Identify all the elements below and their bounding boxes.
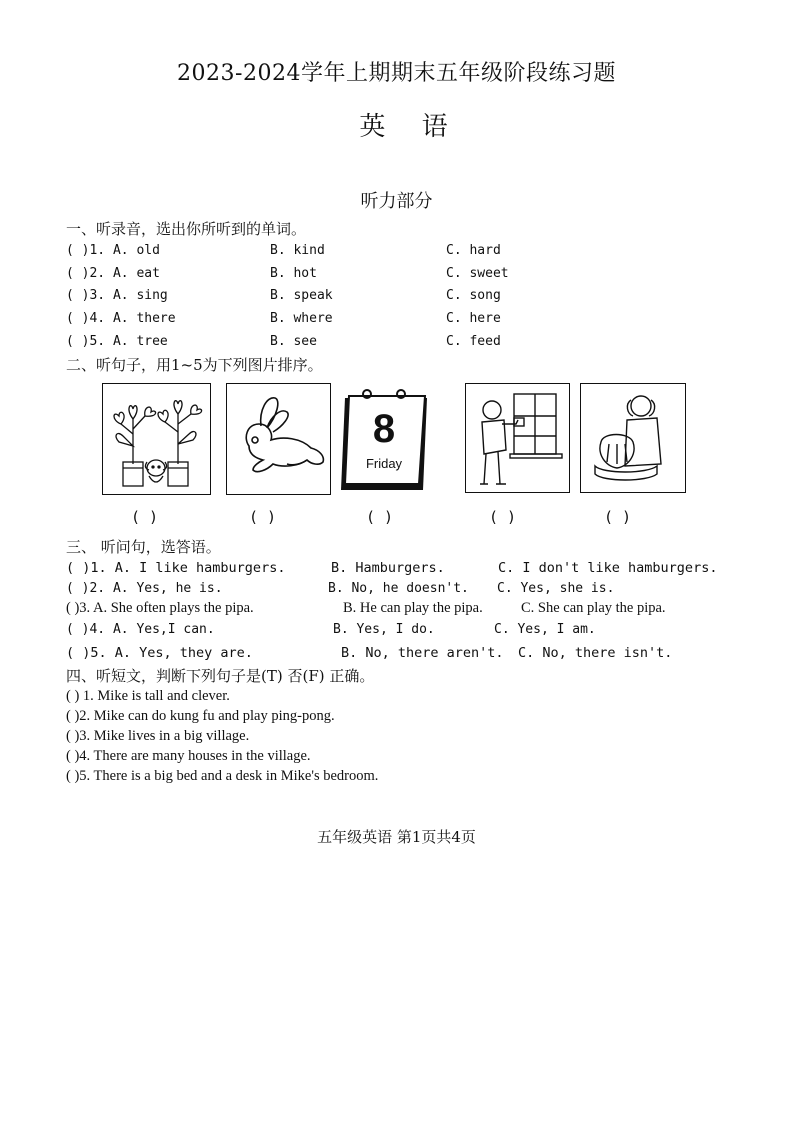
section4-heading: 四、听短文，判断下列句子是(T) 否(F) 正确。 [66, 667, 375, 685]
s1-q2-c: C. sweet [446, 266, 509, 281]
answer-blank-4[interactable]: ( ) [489, 508, 517, 526]
rabbit-icon [226, 383, 331, 495]
s1-q5-c: C. feed [446, 334, 501, 349]
section3-heading: 三、 听问句，选答语。 [66, 538, 221, 556]
s1-q1-b: B. kind [270, 243, 325, 258]
s3-q3-c: C. She can play the pipa. [521, 600, 666, 616]
flower-pots-icon [102, 383, 211, 495]
s3-q4-b: B. Yes, I do. [333, 622, 435, 637]
s4-q3: ( )3. Mike lives in a big village. [66, 728, 250, 744]
s1-q4-a: ( )4. A. there [66, 311, 176, 326]
s3-q2-a: ( )2. A. Yes, he is. [66, 581, 223, 596]
page-title: 2023-2024学年上期期末五年级阶段练习题 [177, 61, 616, 86]
s4-q1: ( ) 1. Mike is tall and clever. [66, 688, 230, 704]
s1-q3-a: ( )3. A. sing [66, 288, 168, 303]
s1-q5-a: ( )5. A. tree [66, 334, 168, 349]
s3-q2-b: B. No, he doesn't. [328, 581, 469, 596]
s3-q3-a: ( )3. A. She often plays the pipa. [66, 600, 254, 616]
s1-q4-b: B. where [270, 311, 333, 326]
section1-heading: 一、听录音，选出你所听到的单词。 [66, 220, 307, 238]
s3-q5-c: C. No, there isn't. [518, 645, 673, 661]
s3-q3-b: B. He can play the pipa. [343, 600, 483, 616]
s1-q2-a: ( )2. A. eat [66, 266, 160, 281]
section2-heading: 二、听句子，用1~5为下列图片排序。 [66, 356, 323, 374]
calendar-icon [339, 386, 433, 494]
part-heading: 听力部分 [360, 191, 433, 212]
s3-q2-c: C. Yes, she is. [497, 581, 615, 596]
s3-q4-a: ( )4. A. Yes,I can. [66, 622, 215, 637]
subject-title: 英 语 [359, 112, 462, 142]
s3-q1-c: C. I don't like hamburgers. [498, 560, 718, 576]
s4-q5: ( )5. There is a big bed and a desk in Mike's bedroom. [66, 768, 379, 784]
s1-q4-c: C. here [446, 311, 501, 326]
s1-q1-c: C. hard [446, 243, 501, 258]
window-cleaning-icon [465, 383, 570, 493]
s4-q4: ( )4. There are many houses in the village. [66, 748, 311, 764]
s3-q1-b: B. Hamburgers. [331, 560, 445, 576]
s1-q2-b: B. hot [270, 266, 317, 281]
s1-q1-a: ( )1. A. old [66, 243, 160, 258]
s1-q3-b: B. speak [270, 288, 333, 303]
calendar-day: 8 [372, 407, 396, 451]
answer-blank-5[interactable]: ( ) [604, 508, 632, 526]
answer-blank-2[interactable]: ( ) [249, 508, 277, 526]
s1-q5-b: B. see [270, 334, 317, 349]
washing-clothes-icon [580, 383, 686, 493]
answer-blank-1[interactable]: ( ) [131, 508, 159, 526]
s3-q5-a: ( )5. A. Yes, they are. [66, 645, 253, 661]
s4-q2: ( )2. Mike can do kung fu and play ping-pong. [66, 708, 335, 724]
s3-q5-b: B. No, there aren't. [341, 645, 504, 661]
s1-q3-c: C. song [446, 288, 501, 303]
page-footer: 五年级英语 第1页共4页 [317, 828, 476, 846]
calendar-weekday: Friday [365, 456, 403, 471]
answer-blank-3[interactable]: ( ) [366, 508, 394, 526]
s3-q4-c: C. Yes, I am. [494, 622, 596, 637]
s3-q1-a: ( )1. A. I like hamburgers. [66, 560, 286, 576]
